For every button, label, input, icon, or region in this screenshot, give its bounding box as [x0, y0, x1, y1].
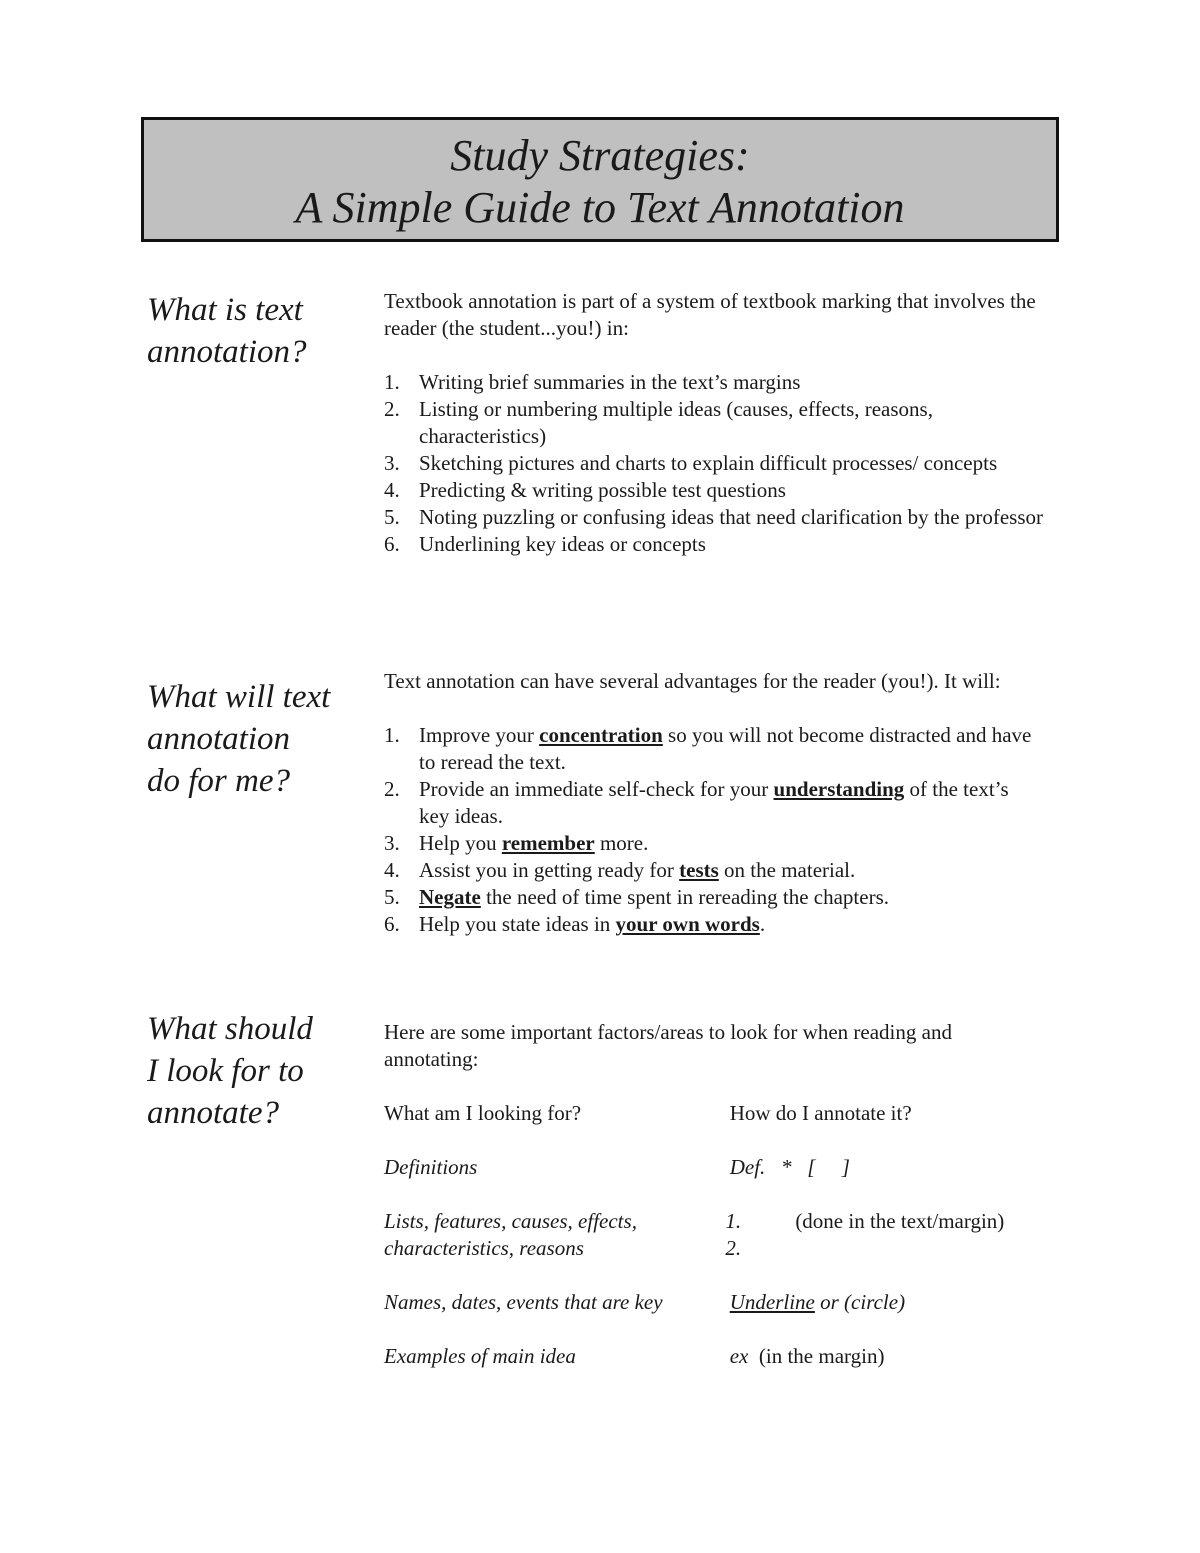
list-item: [384, 369, 1044, 396]
list-number: 4.: [384, 858, 400, 882]
numbered-list: [384, 369, 1044, 558]
table-row: [384, 1343, 1044, 1370]
list-text: Help you state ideas in: [419, 912, 616, 936]
list-number: 5.: [384, 885, 400, 909]
heading-line: do for me?: [147, 763, 290, 799]
title-line-1: Study Strategies:: [450, 131, 750, 180]
list-number: 1.: [384, 723, 400, 747]
title-line-2: A Simple Guide to Text Annotation: [295, 183, 905, 232]
list-number: 4.: [384, 478, 400, 502]
list-text: Underlining key ideas or concepts: [419, 532, 706, 556]
table-cell-what: Definitions: [384, 1155, 478, 1179]
list-text: Sketching pictures and charts to explain difficult processes/ concepts: [419, 451, 998, 475]
list-text: on the material.: [718, 858, 856, 882]
list-text: of the text’s key ideas.: [419, 777, 1009, 828]
how-symbol: Def.: [729, 1155, 766, 1179]
list-text: .: [759, 912, 766, 936]
section-intro: Textbook annotation is part of a system of textbook marking that involves the reader (the student...you!) in:: [384, 289, 1036, 340]
how-symbol: ex: [729, 1344, 749, 1368]
list-keyword: tests: [679, 858, 719, 882]
list-item: [384, 531, 1044, 558]
list-item: [384, 396, 1044, 450]
list-item: [384, 911, 1044, 938]
heading-line: annotate?: [147, 1095, 279, 1131]
list-item: [384, 776, 1044, 830]
heading-line: I look for to: [147, 1053, 304, 1089]
list-keyword: concentration: [539, 723, 663, 747]
list-keyword: your own words: [615, 912, 760, 936]
document-title: [141, 117, 1059, 242]
list-text: the need of time spent in rereading the chapters.: [480, 885, 889, 909]
list-keyword: understanding: [773, 777, 905, 801]
list-number: 6.: [384, 532, 400, 556]
list-keyword: Negate: [419, 885, 481, 909]
column-header-what: What am I looking for?: [384, 1101, 582, 1125]
section-heading: [147, 289, 367, 373]
section-body: [384, 288, 1044, 558]
list-number: 3.: [384, 451, 400, 475]
list-keyword: remember: [501, 831, 595, 855]
list-text: Writing brief summaries in the text’s margins: [419, 370, 801, 394]
list-number: 6.: [384, 912, 400, 936]
section-body: [384, 1019, 1044, 1370]
list-item: [384, 477, 1044, 504]
list-item: [384, 504, 1044, 531]
table-cell-what: Examples of main idea: [384, 1344, 576, 1368]
section-heading: [147, 676, 367, 802]
table-cell-how: [730, 1154, 1044, 1181]
column-header-how: How do I annotate it?: [729, 1101, 912, 1125]
list-item: [384, 884, 1044, 911]
list-text: Help you: [419, 831, 502, 855]
annotation-table: [384, 1100, 1044, 1370]
list-item: [384, 450, 1044, 477]
list-text: Predicting & writing possible test questions: [419, 478, 786, 502]
list-number: 1.: [384, 370, 400, 394]
section-intro: Text annotation can have several advantages for the reader (you!). It will:: [384, 669, 1001, 693]
list-number: 3.: [384, 831, 400, 855]
list-item: [384, 830, 1044, 857]
table-row: [384, 1154, 1044, 1181]
heading-line: annotation: [147, 721, 291, 757]
list-text: Improve your: [419, 723, 540, 747]
table-cell-how: [725, 1208, 1044, 1262]
section-heading: [147, 1008, 367, 1134]
table-cell-how: [730, 1343, 1044, 1370]
table-cell-what: Lists, features, causes, effects, characteristics, reasons: [384, 1209, 637, 1260]
heading-line: annotation?: [147, 334, 307, 370]
list-text: more.: [594, 831, 649, 855]
how-note: (in the margin): [748, 1344, 885, 1368]
section-intro: Here are some important factors/areas to look for when reading and annotating:: [384, 1020, 952, 1071]
table-header-row: [384, 1100, 1044, 1127]
section-body: [384, 668, 1044, 938]
list-number: 5.: [384, 505, 400, 529]
list-number: 2.: [384, 777, 400, 801]
numbered-list: [384, 722, 1044, 938]
list-text: Listing or numbering multiple ideas (causes, effects, reasons, characteristics): [419, 397, 933, 448]
list-item: [384, 857, 1044, 884]
list-text: Provide an immediate self-check for your: [419, 777, 774, 801]
table-row: [384, 1289, 1044, 1316]
list-item: [384, 722, 1044, 776]
heading-line: What is text: [147, 292, 303, 328]
table-row: [384, 1208, 1044, 1262]
how-note: (done in the text/margin): [795, 1209, 1005, 1233]
how-symbol: Underline: [729, 1290, 815, 1314]
heading-line: What should: [147, 1011, 313, 1047]
how-symbol: 2.: [725, 1236, 742, 1260]
table-cell-how: [730, 1289, 1044, 1316]
heading-line: What will text: [147, 679, 331, 715]
how-symbol: * [ ]: [765, 1155, 850, 1179]
list-text: Noting puzzling or confusing ideas that need clarification by the professor: [419, 505, 1043, 529]
how-note: or (circle): [814, 1290, 906, 1314]
list-text: Assist you in getting ready for: [419, 858, 680, 882]
how-symbol: 1.: [725, 1209, 742, 1233]
list-text: so you will not become distracted and have to reread the text.: [419, 723, 1032, 774]
table-cell-what: Names, dates, events that are key: [384, 1290, 663, 1314]
list-number: 2.: [384, 397, 400, 421]
